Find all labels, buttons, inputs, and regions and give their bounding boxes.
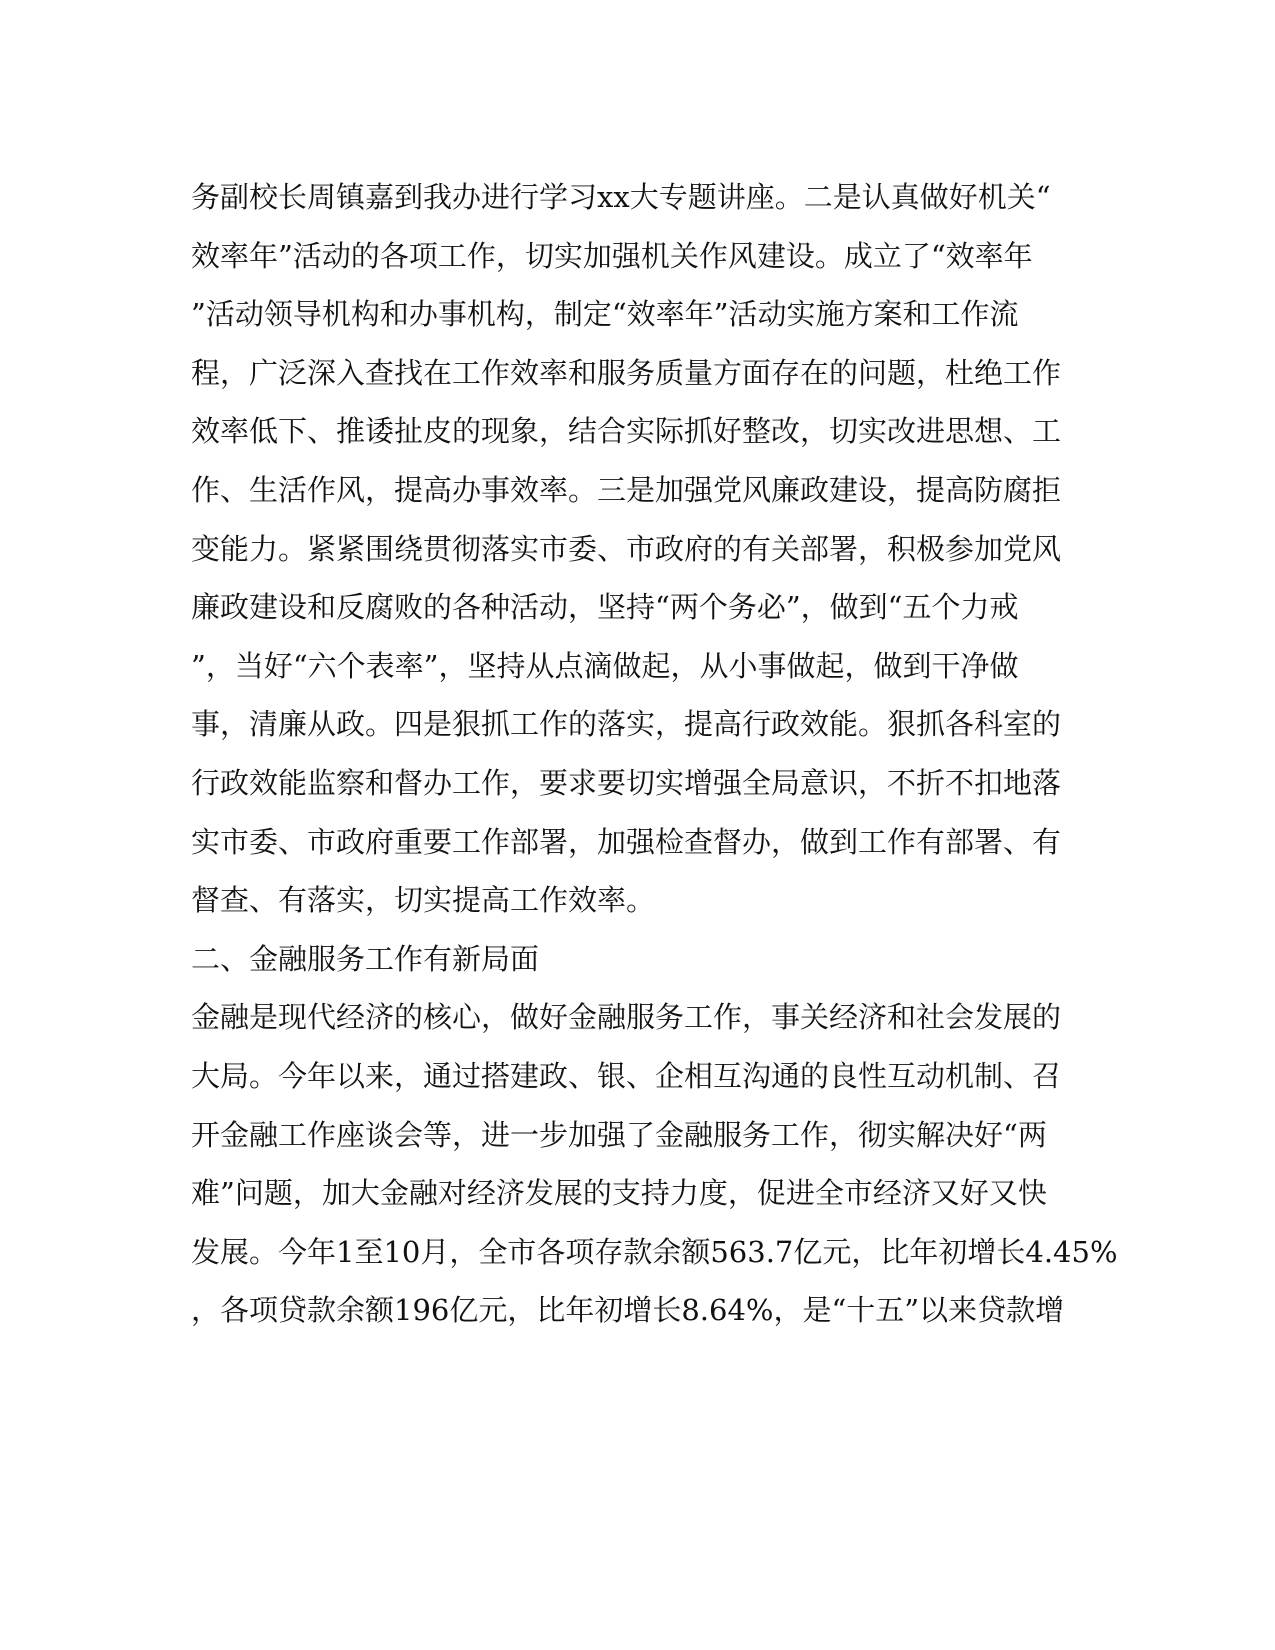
section-heading: 二、金融服务工作有新局面 [191, 941, 540, 976]
text-line: 行政效能监察和督办工作，要求要切实增强全局意识，不折不扣地落 [191, 765, 1062, 800]
text-line: 金融是现代经济的核心，做好金融服务工作，事关经济和社会发展的 [191, 1000, 1062, 1035]
text-line: 务副校长周镇嘉到我办进行学习xx大专题讲座。二是认真做好机关“ [191, 180, 1051, 214]
text-line: 作、生活作风，提高办事效率。三是加强党风廉政建设，提高防腐拒 [191, 472, 1062, 507]
text-line: 实市委、市政府重要工作部署，加强检查督办，做到工作有部署、有 [191, 824, 1062, 859]
text-line: ”，当好“六个表率”，坚持从点滴做起，从小事做起，做到干净做 [191, 648, 1019, 683]
text-line: 变能力。紧紧围绕贯彻落实市委、市政府的有关部署，积极参加党风 [191, 531, 1062, 566]
text-line: ”活动领导机构和办事机构，制定“效率年”活动实施方案和工作流 [191, 297, 1019, 332]
text-line: 发展。今年1至10月，全市各项存款余额563.7亿元，比年初增长4.45% [191, 1234, 1118, 1269]
text-line: 效率低下、推诿扯皮的现象，结合实际抓好整改，切实改进思想、工 [191, 414, 1062, 449]
text-line: 开金融工作座谈会等，进一步加强了金融服务工作，彻实解决好“两 [191, 1117, 1047, 1152]
text-line: 事，清廉从政。四是狠抓工作的落实，提高行政效能。狠抓各科室的 [191, 707, 1062, 742]
text-line: 效率年”活动的各项工作，切实加强机关作风建设。成立了“效率年 [191, 238, 1033, 273]
text-line: ，各项贷款余额196亿元，比年初增长8.64%，是“十五”以来贷款增 [191, 1293, 1065, 1328]
text-line: 程，广泛深入查找在工作效率和服务质量方面存在的问题，杜绝工作 [191, 355, 1062, 390]
text-line: 难”问题，加大金融对经济发展的支持力度，促进全市经济又好又快 [191, 1176, 1047, 1211]
document-body [191, 168, 1118, 1340]
text-line: 大局。今年以来，通过搭建政、银、企相互沟通的良性互动机制、召 [191, 1058, 1062, 1093]
text-line: 廉政建设和反腐败的各种活动，坚持“两个务必”，做到“五个力戒 [191, 590, 1019, 625]
text-line: 督查、有落实，切实提高工作效率。 [191, 883, 656, 918]
